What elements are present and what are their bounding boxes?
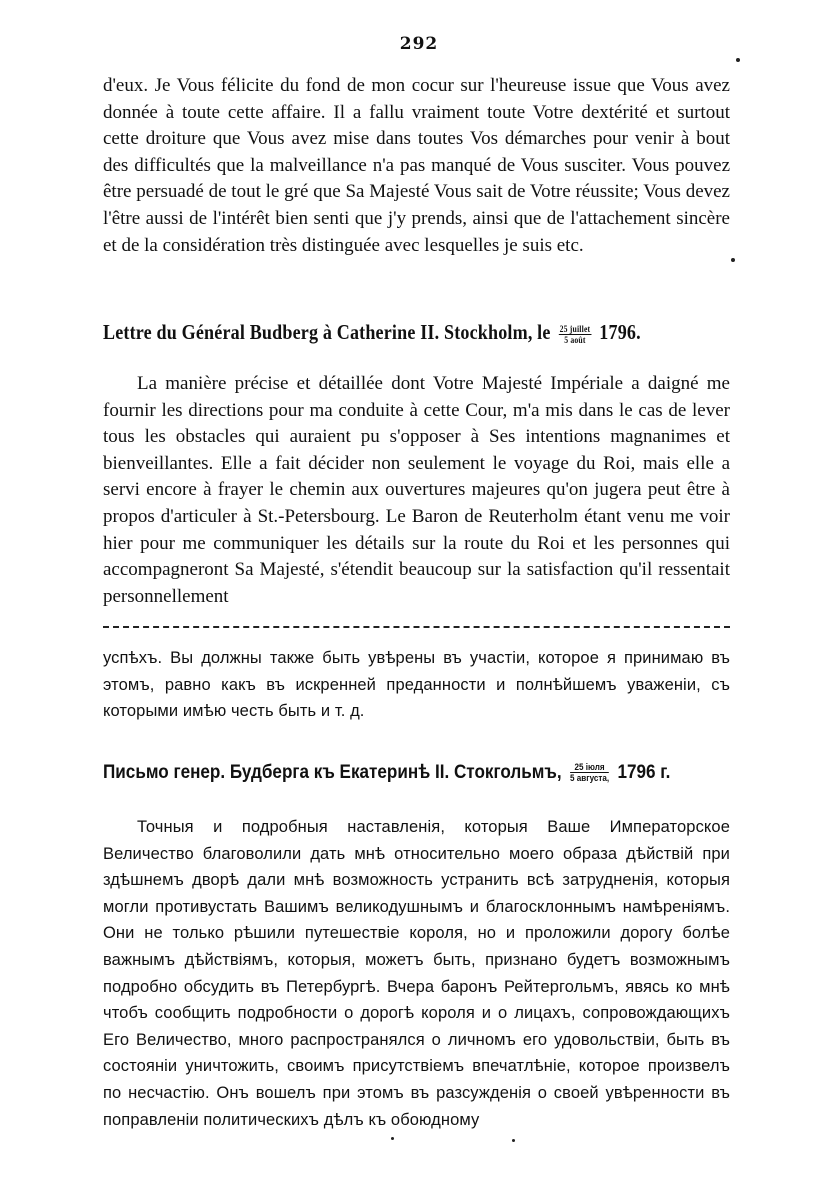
page-number: 292 [399, 34, 439, 54]
russian-letter-heading [103, 762, 733, 784]
russian-letter-body [103, 814, 730, 1133]
french-continuation-paragraph: d'eux. Je Vous félicite du fond de mon cocur sur l'heureuse issue que Vous avez donnée à toute cette affaire. Il a fallu vraiment toute Votre dextérité et surtout cette droiture que Vous avez mise dans toutes Vos démarches pour venir à bout des difficultés que la malveillance n'a pas manqué de Vous susciter. Vous pouvez être persuadé de tout le gré que Sa Majesté Vous sait de Votre réussite; Vous devez l'être aussi de l'intérêt bien senti que j'y prends, ainsi que de l'attachement sincère et de la considération très distinguée avec lesquelles je suis etc. [103, 75, 730, 256]
french-date-bottom: 5 août [564, 334, 586, 345]
section-divider [103, 626, 730, 628]
french-letter-end [103, 73, 730, 259]
russian-heading-year: 1796 г. [617, 762, 671, 783]
russian-heading-date [570, 762, 609, 783]
ink-speck [736, 58, 740, 62]
russian-heading-text: Письмо генер. Будберга къ Екатеринѣ II. Стокгольмъ, [103, 762, 562, 783]
french-heading-year: 1796. [599, 320, 641, 344]
russian-date-top: 25 іюля [570, 762, 609, 773]
french-heading-date [559, 324, 591, 345]
french-heading-text: Lettre du Général Budberg à Catherine II. Stockholm, le [103, 320, 551, 344]
french-letter-heading [103, 320, 642, 345]
french-date-top: 25 juillet [559, 323, 591, 334]
ink-speck [512, 1139, 515, 1142]
russian-continuation-paragraph: успѣхъ. Вы должны также быть увѣрены въ участіи, которое я принимаю въ этомъ, равно какъ въ искренней преданности и полнѣйшемъ уваженіи, съ которыми имѣю честь быть и т. д. [103, 649, 730, 721]
french-letter-paragraph: La manière précise et détaillée dont Votre Majesté Impériale a daigné me fournir les directions pour ma conduite à cette Cour, m'a mis dans le cas de lever tous les obstacles qui auraient pu s'opposer à Ses intentions magnanimes et bienveillantes. Elle a fait décider non seulement le voyage du Roi, mais elle a servi encore à frayer le chemin aux ouvertures majeures qu'on jugera peut être à propos d'articuler à St.-Petersbourg. Le Baron de Reuterholm étant venu me voir hier pour me communiquer les détails sur la route du Roi et les personnes qui accompagneront Sa Majesté, s'étendit beaucoup sur la satisfaction qu'il ressentait personnellement [103, 373, 730, 607]
russian-date-bottom: 5 августа, [569, 773, 610, 784]
french-letter-body [103, 371, 730, 610]
ink-speck [391, 1137, 394, 1140]
russian-letter-paragraph: Точныя и подробныя наставленія, которыя Ваше Императорское Величество благоволили дать мнѣ относительно моего образа дѣйствій при здѣшнемъ дворѣ дали мнѣ возможность устранить всѣ затрудненія, которыя могли противустать Вашимъ великодушнымъ и благосклоннымъ намѣреніямъ. Они не только рѣшили путешествіе короля, но и проложили дорогу болѣе важнымъ дѣйствіямъ, которыя, можетъ быть, признано будетъ возможнымъ подробно обсудить въ Петербургѣ. Вчера баронъ Рейтергольмъ, явясь ко мнѣ чтобъ сообщить подробности о дорогѣ короля и о лицахъ, сопровождающихъ Его Величество, много распространялся о личномъ его удовольствіи, быть въ состояніи уничтожить, своимъ присутствіемъ впечатлѣніе, которое произвелъ по несчастію. Онъ вошелъ при этомъ въ разсужденія о своей увѣренности въ поправленіи политическихъ дѣлъ къ обоюдному [103, 818, 730, 1129]
ink-speck [731, 258, 735, 262]
russian-letter-end [103, 645, 730, 725]
